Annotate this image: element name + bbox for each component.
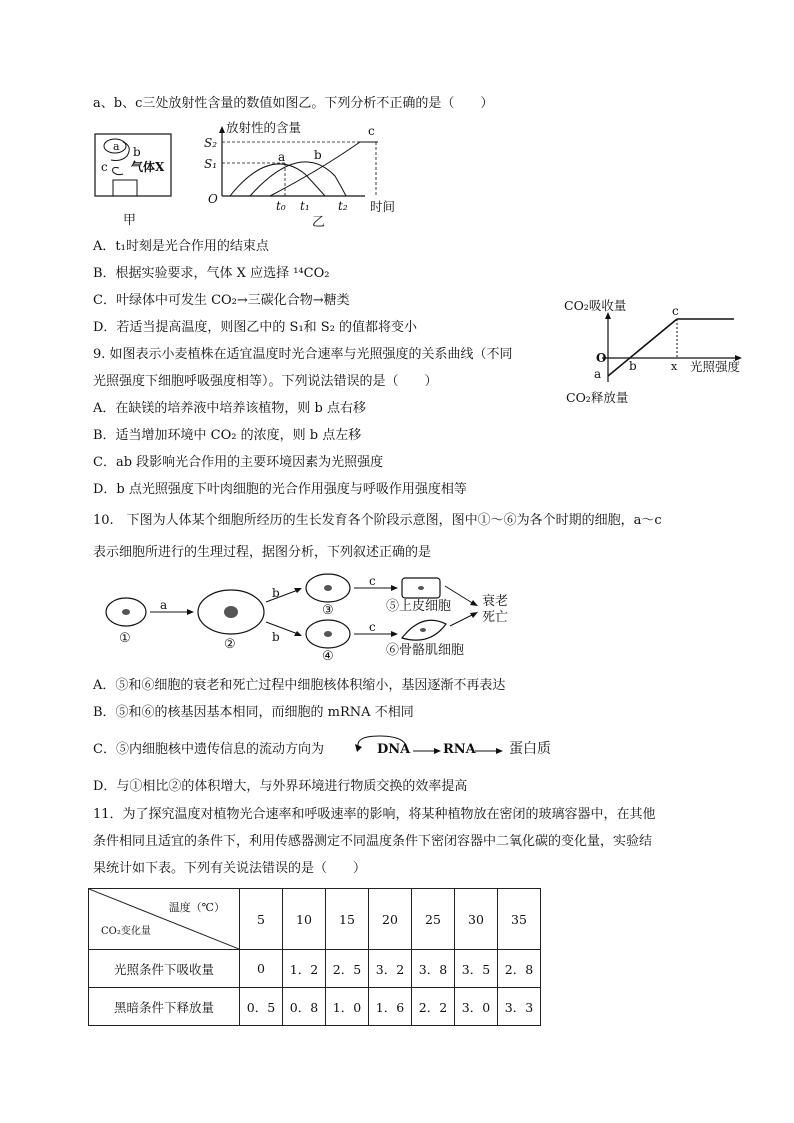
table-cell: 0 [240, 950, 283, 988]
process-c-label-2: c [369, 620, 376, 634]
yi-label-b: b [314, 148, 322, 162]
jia-label-gas: 气体X [131, 160, 165, 174]
table-cell: 1．0 [326, 988, 369, 1026]
table-header-row [89, 889, 541, 950]
process-a-label: a [160, 598, 168, 612]
figure-co2 [562, 296, 762, 414]
q8-option-c: C．叶绿体中可发生 CO₂→三碳化合物→糖类 [93, 293, 350, 308]
co2-temperature-table [88, 888, 541, 1026]
q9-option-b: B．适当增加环境中 CO₂ 的浓度，则 b 点左移 [93, 428, 362, 443]
table-header-cell: 10 [283, 889, 326, 950]
q8-intro: a、b、c三处放射性含量的数值如图乙。下列分析不正确的是（ ） [93, 96, 494, 111]
co2-origin: O [596, 351, 607, 365]
cell-2-label: ② [224, 637, 236, 652]
q10-option-a: A．⑤和⑥细胞的衰老和死亡过程中细胞核体积缩小，基因逐渐不再表达 [93, 678, 506, 693]
cell-development-diagram [100, 572, 530, 668]
q9-option-c: C．ab 段影响光合作用的主要环境因素为光照强度 [93, 455, 384, 470]
q10-option-b: B．⑤和⑥的核基因基本相同，而细胞的 mRNA 不相同 [93, 705, 414, 720]
table-cell: 0．5 [240, 988, 283, 1026]
table-header-cell: 25 [412, 889, 455, 950]
table-header-cell: 20 [369, 889, 412, 950]
jia-label-c: c [101, 160, 108, 174]
table-row-light [89, 950, 541, 988]
cell-6-label: ⑥骨骼肌细胞 [386, 643, 465, 658]
co2-label-x: x [671, 360, 678, 373]
q10-stem-line1: 10. 下图为人体某个细胞所经历的生长发育各个阶段示意图，图中①～⑥为各个时期的细胞，a～c [93, 513, 662, 528]
table-cell: 2．8 [498, 950, 541, 988]
corner-diagonal [89, 889, 239, 949]
table-header-cell: 35 [498, 889, 541, 950]
genetic-flow-diagram [345, 730, 585, 770]
cell-5-label: ⑤上皮细胞 [386, 599, 452, 614]
table-cell: 3．0 [455, 988, 498, 1026]
yi-t0: t₀ [276, 199, 286, 213]
yi-ylabel: 放射性的含量 [226, 120, 302, 135]
table-cell: 0．8 [283, 988, 326, 1026]
cell-diagram-drawing [100, 572, 530, 668]
jia-label-b: b [133, 145, 141, 159]
yi-origin: O [208, 192, 218, 206]
table-cell: 3．5 [455, 950, 498, 988]
corner-co2-label: CO₂变化量 [101, 926, 151, 937]
q9-option-a: A．在缺镁的培养液中培养该植物，则 b 点右移 [93, 401, 366, 416]
table-cell: 3．3 [498, 988, 541, 1026]
rna-label: RNA [443, 742, 476, 757]
yi-xlabel: 时间 [370, 199, 396, 214]
co2-label-c: c [672, 304, 679, 318]
q11-stem-line2: 条件相同且适宜的条件下，利用传感器测定不同温度条件下密闭容器中二氧化碳的变化量，实验结 [93, 834, 653, 849]
jia-caption: 甲 [123, 213, 137, 228]
figure-yi [200, 120, 410, 232]
co2-xlabel: 光照强度 [690, 359, 741, 374]
q11-stem-line3: 果统计如下表。下列有关说法错误的是（ ） [93, 861, 367, 876]
q8-option-b: B．根据实验要求，气体 X 应选择 ¹⁴CO₂ [93, 266, 330, 281]
cell-4-label: ④ [322, 649, 334, 664]
yi-label-a: a [278, 150, 286, 164]
table-header-cell: 30 [455, 889, 498, 950]
corner-temp-label: 温度（℃） [168, 901, 225, 914]
q9-option-d: D．b 点光照强度下叶肉细胞的光合作用强度与呼吸作用强度相等 [93, 482, 467, 497]
table-cell: 2．2 [412, 988, 455, 1026]
cell-3-label: ③ [322, 603, 334, 618]
table-cell: 1．2 [283, 950, 326, 988]
row-label: 光照条件下吸收量 [89, 950, 240, 988]
table-header-cell: 5 [240, 889, 283, 950]
q10-stem-line2: 表示细胞所进行的生理过程，据图分析，下列叙述正确的是 [93, 545, 432, 560]
process-b-label-1: b [272, 586, 280, 600]
q10-option-c-text: C．⑤内细胞核中遗传信息的流动方向为 [93, 742, 324, 757]
process-c-label-1: c [369, 574, 376, 588]
yi-t2: t₂ [338, 199, 348, 213]
table-cell: 1．6 [369, 988, 412, 1026]
q10-option-c [93, 741, 324, 759]
jia-label-a: a [113, 140, 120, 153]
cell-1-label: ① [119, 631, 131, 646]
dna-label: DNA [377, 742, 411, 757]
senescence-death-label: 衰老 死亡 [482, 594, 509, 625]
table-cell: 3．8 [412, 950, 455, 988]
table-cell: 2．5 [326, 950, 369, 988]
table-header-cell: 15 [326, 889, 369, 950]
co2-ylabel-bottom: CO₂释放量 [566, 390, 629, 405]
q8-option-a: A．t₁时刻是光合作用的结束点 [93, 239, 269, 254]
yi-label-c: c [368, 124, 375, 138]
row-label: 黑暗条件下释放量 [89, 988, 240, 1026]
co2-label-b: b [629, 359, 637, 373]
q10-option-d: D．与①相比②的体积增大，与外界环境进行物质交换的效率提高 [93, 779, 468, 794]
table-row-dark [89, 988, 541, 1026]
figure-yi-graph [200, 120, 410, 232]
yi-t1: t₁ [300, 199, 310, 213]
figure-jia [93, 132, 173, 232]
q8-option-d: D．若适当提高温度，则图乙中的 S₁和 S₂ 的值都将变小 [93, 320, 418, 335]
table-cell: 3．2 [369, 950, 412, 988]
q9-stem-line1: 9. 如图表示小麦植株在适宜温度时光合速率与光照强度的关系曲线（不同 [93, 347, 513, 362]
co2-label-a: a [594, 367, 602, 381]
process-b-label-2: b [272, 630, 280, 644]
q11-stem-line1: 11．为了探究温度对植物光合速率和呼吸速率的影响，将某种植物放在密闭的玻璃容器中，在其他 [93, 807, 656, 822]
yi-s1: S₁ [204, 157, 218, 171]
yi-caption: 乙 [312, 215, 326, 230]
protein-label: 蛋白质 [509, 741, 551, 757]
yi-s2: S₂ [204, 136, 218, 150]
co2-ylabel-top: CO₂吸收量 [564, 298, 627, 313]
q9-stem-line2: 光照强度下细胞呼吸强度相等）。下列说法错误的是（ ） [93, 374, 438, 389]
table-corner-cell [89, 889, 240, 950]
